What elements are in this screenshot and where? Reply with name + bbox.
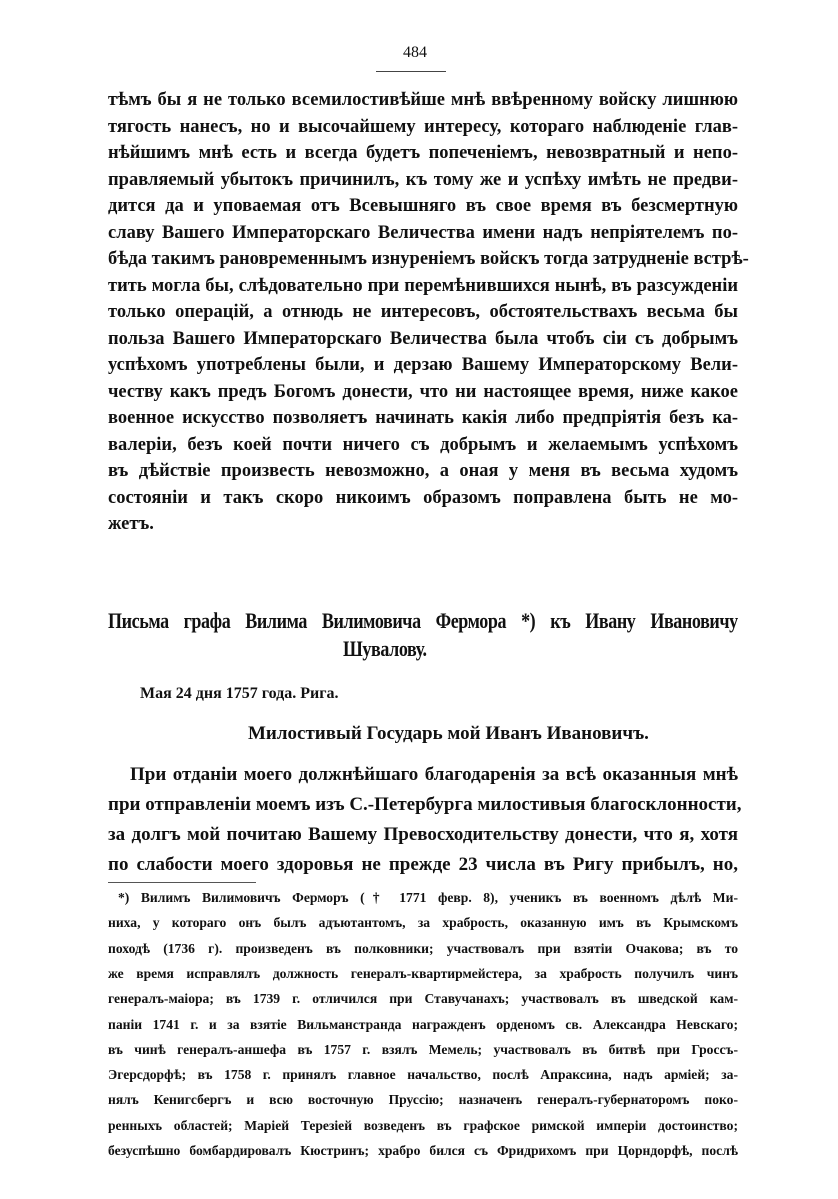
body-line: тѣмъ бы я не только всемилостивѣйше мнѣ ввѣренному войску лишнюю bbox=[108, 90, 738, 110]
body-line: честву какъ предъ Богомъ донести, что ни настоящее время, ниже какое bbox=[108, 381, 738, 402]
letter-heading-line-1: Письма графа Вилима Вилимовича Фермора *) къ Ивану Ивановичу bbox=[108, 608, 738, 633]
body-line: нѣйшимъ мнѣ есть и всегда будетъ попеченіемъ, невозвратный и непо- bbox=[108, 143, 738, 163]
body-line: правляемый убытокъ причинилъ, къ тому же и успѣху имѣть не предви- bbox=[108, 169, 738, 190]
body-line: бѣда такимъ рановременнымъ изнуреніемъ войскъ тогда затрудненіе встрѣ- bbox=[108, 249, 749, 269]
body-line: жетъ. bbox=[108, 514, 154, 534]
body-line: польза Вашего Императорскаго Величества была чтобъ сіи съ добрымъ bbox=[108, 328, 738, 349]
footnote-rule bbox=[108, 882, 256, 883]
footnote-line: походѣ (1736 г). произведенъ въ полковники; участвовалъ при взятіи Очакова; въ то bbox=[108, 940, 738, 956]
letter-heading-line-2: Шувалову. bbox=[343, 636, 427, 661]
body-line: тить могла бы, слѣдовательно при перемѣнившихся нынѣ, въ разсужденіи bbox=[108, 275, 738, 296]
footnote-line: ренныхъ областей; Маріей Терезіей возведенъ въ графское римской имперіи достоинство; bbox=[108, 1117, 738, 1133]
body-line: славу Вашего Императорскаго Величества имени надъ непріятелемъ по- bbox=[108, 222, 738, 243]
footnote-line: *) Вилимъ Вилимовичъ Ферморъ († 1771 февр. 8), ученикъ въ военномъ дѣлѣ Ми- bbox=[118, 890, 738, 905]
footnote-line: паніи 1741 г. и за взятіе Вильманстранда награжденъ орденомъ св. Александра Невскаго; bbox=[108, 1016, 738, 1032]
body-line: только операцій, а отнюдь не интересовъ, обстоятельствахъ весьма бы bbox=[108, 302, 738, 322]
letter-salutation: Милостивый Государь мой Иванъ Ивановичъ. bbox=[248, 723, 649, 744]
body-line: въ дѣйствіе произвесть невозможно, а оная у меня въ весьма худомъ bbox=[108, 461, 738, 481]
body-line: дится да и уповаемая отъ Всевышняго въ свое время въ безсмертную bbox=[108, 196, 738, 216]
page-number: 484 bbox=[403, 44, 427, 61]
footnote-line: Эгерсдорфѣ; въ 1758 г. принялъ главное начальство, послѣ Апраксина, надъ арміей; за- bbox=[108, 1067, 738, 1083]
body-line: состояніи и такъ скоро никоимъ образомъ поправлена быть не мо- bbox=[108, 487, 738, 508]
footnote-line: генералъ-маіора; въ 1739 г. отличился при Ставучанахъ; участвовалъ въ шведской кам- bbox=[108, 991, 738, 1007]
letter-line: При отданіи моего должнѣйшаго благодаренія за всѣ оказанныя мнѣ bbox=[130, 764, 738, 785]
body-line: успѣхомъ употреблены были, и дерзаю Вашему Императорскому Вели- bbox=[108, 355, 738, 375]
body-line: тягость нанесъ, но и высочайшему интересу, котораго наблюденіе глав- bbox=[108, 116, 738, 137]
page-number-rule bbox=[376, 71, 446, 72]
footnote-line: ниха, у котораго онъ былъ адъютантомъ, за храбрость, оказанную имъ въ Крымскомъ bbox=[108, 915, 738, 931]
letter-line: при отправленіи моемъ изъ С.-Петербурга милостивыя благосклонности, bbox=[108, 794, 742, 815]
letter-line: по слабости моего здоровья не прежде 23 числа въ Ригу прибылъ, но, bbox=[108, 854, 738, 875]
body-line: валеріи, безъ коей почти ничего съ добрымъ и желаемымъ успѣхомъ bbox=[108, 434, 738, 455]
letter-line: за долгъ мой почитаю Вашему Превосходительству донести, что я, хотя bbox=[108, 824, 738, 845]
body-line: военное искусство позволяетъ начинать какія либо предпріятія безъ ка- bbox=[108, 408, 738, 428]
footnote-line: безуспѣшно бомбардировалъ Кюстринъ; храбро бился съ Фридрихомъ при Цорндорфѣ, послѣ bbox=[108, 1143, 738, 1158]
footnote-line: нялъ Кенигсбергъ и всю восточную Пруссію; назначенъ генералъ-губернаторомъ поко- bbox=[108, 1092, 738, 1108]
footnote-line: же время исправлялъ должность генералъ-квартирмейстера, за храбрость получилъ чинъ bbox=[108, 965, 738, 981]
footnote-line: въ чинѣ генералъ-аншефа въ 1757 г. взялъ Мемель; участвовалъ въ битвѣ при Гроссъ- bbox=[108, 1041, 738, 1057]
letter-date: Мая 24 дня 1757 года. Рига. bbox=[140, 685, 339, 702]
